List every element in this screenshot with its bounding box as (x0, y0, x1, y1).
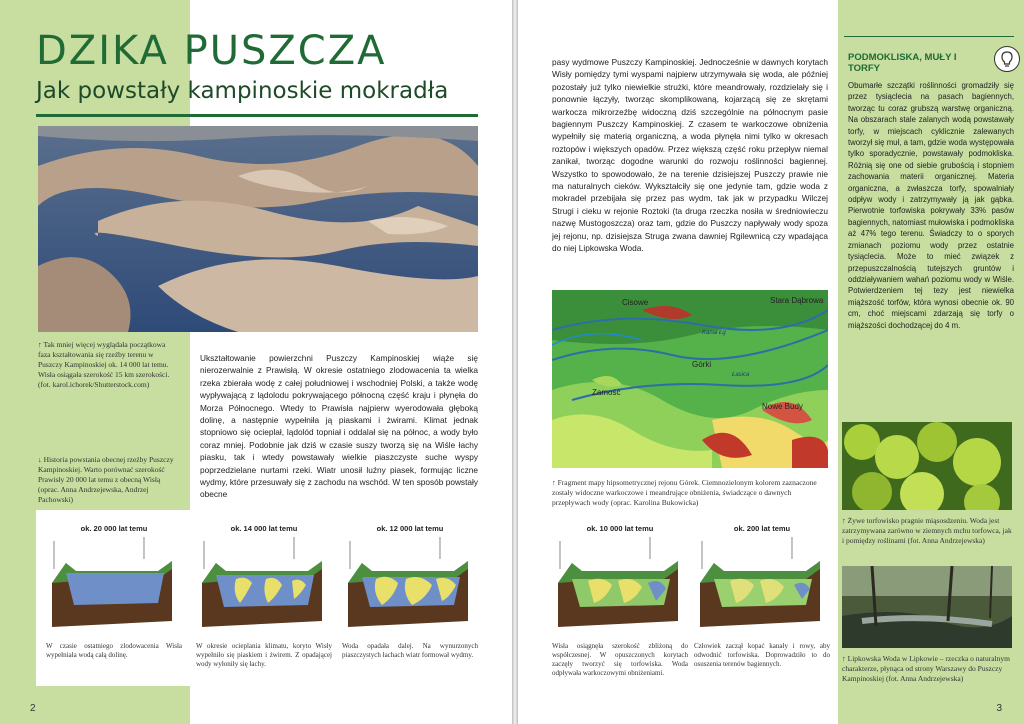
diagram-label: ok. 20 000 lat temu (80, 524, 148, 533)
diagram-caption: W czasie ostatniego zlodowacenia Wisła wypełniała wodą całą dolinę. (46, 642, 182, 659)
map-label-kanal-lg: Kanał Łg (702, 330, 726, 336)
page-title: DZIKA PUSZCZA (36, 28, 387, 74)
map-label-zamosc: Zamość (592, 388, 621, 397)
diagram-14000 (196, 524, 332, 669)
map-label-nowe-budy: Nowe Budy (762, 402, 803, 411)
map-caption: ↑ Fragment mapy hipsometrycznej rejonu Górek. Ciemnozielonym kolorem zaznaczone zostały widoczne warkoczowe i meandrujące obniżenia, świadczące o dawnych przepływach wody (oprac. Karolina Bukowicka) (552, 478, 817, 507)
map-label-cisowe: Cisowe (622, 298, 649, 307)
right-body-text: pasy wydmowe Puszczy Kampinoskiej. Jednocześnie w dawnych korytach Wisły pomiędzy tymi wyspami najpierw utrzymywała się woda, ale później pozostały już tylko niewielkie strużki, które meandrowały, rozdzielały się i ponownie łączyły, tworząc skomplikowaną, kojarzącą się ze skrętami warkocza mikrorzeźbę widoczną dziś szczególnie na północnym pasie bagiennym Puszczy Kampinoskiej. Z czasem te warkoczowe obniżenia wypełniły się materią organiczną, a woda płynęła nimi tylko w okresach roztopów i większych opadów. Przez większą część roku przepływ niemal zanikał, tworząc dogodne warunki do rozwoju roślinności bagiennej. Wszystko to spowodowało, że na terenie dzisiejszej Puszczy prawie nie ma naturalnych cieków. Wykształciły się one jedynie tam, gdzie woda z mokradeł przebijała się przez pas wydm, tak jak w przypadku Wilczej Strugi i cieku w rejonie Roztoki (ta druga rzeczka nosiła w średniowieczu nazwę Mustogoszcza) oraz tam, gdzie do Puszczy napływały wody spoza jej rejonu, np. dzisiejsza Struga zwana dawniej Rgilewnicą czy wpadająca do niej Lipkowska Woda. (552, 57, 828, 254)
diagram-caption: Wisła osiągnęła szerokość zbliżoną do współczesnej. W opuszczonych korytach zaczęły tworzyć się torfowiska. Woda odpływała warkoczowymi obniżeniami. (552, 642, 688, 677)
diagram-12000 (342, 524, 478, 660)
photo-caption: ↑ Tak mniej więcej wyglądała początkowa faza kształtowania się rzeźby terenu w Puszczy Kampinoskiej ok. 14 000 lat temu. Wisła osiągała szerokość 15 km szerokości. (fot. karol.ichorek/Shutterstock.com) (38, 340, 170, 389)
stream-caption: ↑ Lipkowska Woda w Lipkowie – rzeczka o naturalnym charakterze, płynąca od strony Warszawy do Puszczy Kampinoskiej (fot. Anna Andrzejewska) (842, 654, 1010, 683)
map-label-lasica: Łasica (732, 372, 750, 378)
page-number: 3 (996, 703, 1002, 714)
diagram-200 (694, 524, 830, 669)
valley-cross-section-10000 (552, 533, 688, 633)
diagram-label: ok. 12 000 lat temu (376, 524, 444, 533)
history-caption: ↓ Historia powstania obecnej rzeźby Puszczy Kampinoskiej. Warto porównać szerokość Prawisły 20 000 lat temu z obecną Wisłą (oprac. Anna Andrzejewska, Andrzej Pachowski) (38, 455, 174, 504)
title-divider (36, 114, 478, 117)
sidebar-text: Obumarłe szczątki roślinności gromadziły się przez tysiąclecia na pasach bagiennych, tworząc tu coraz grubszą warstwę organiczną. Na obszarach stale zalanych wodą powstawały torfy, w miejscach cyklicznie zalewanych tworzył się muł, a tam, gdzie woda występowała tylko sporadycznie, powstawały podmokliska. Różnią się one od siebie grubością i stopniem zachowania materii organicznej. Materia organiczna, a zwłaszcza torfy, spowalniały odpływ wody i zatrzymywały ją jak gąbka. Pierwotnie torfowiska pokrywały 33% pasów bagiennych, natomiast mułowiska i podmokliska aż 47% tego terenu. Świadczy to o sporych zmianach poziomu wody przez ostatnie tysiąclecia. Może to mieć związek z przepuszczalnością tutejszych gruntów i oddziaływaniem wahań poziomu wody w Wiśle. Potwierdzeniem tej tezy jest niewielka miąższość torfów, która wynosi obecnie ok. 90 cm, choć miejscami zdarzają się torfy o miąższości dochodzącej do 4 m. (848, 81, 1014, 330)
sidebar-heading: PODMOKLISKA, MUŁY I TORFY (848, 52, 957, 74)
map-label-gorki: Górki (692, 360, 712, 369)
diagram-caption: Woda opadała dalej. Na wynurzonych piaszczystych łachach wiatr formował wydmy. (342, 642, 478, 659)
moss-caption: ↑ Żywe torfowisko pragnie miąsosdzeniu. Woda jest zatrzymywana zarówno w ziemnych mchu torfowca, jak i pomiędzy roślinami (fot. Anna Andrzejewska) (842, 516, 1012, 545)
diagram-label: ok. 10 000 lat temu (586, 524, 654, 533)
river-aerial-photo (38, 126, 478, 332)
valley-cross-section-20000 (46, 533, 182, 633)
right-page (518, 0, 1024, 724)
map-label-stara-dabrowa: Stara Dąbrowa (770, 296, 824, 305)
diagram-caption: Człowiek zaczął kopać kanały i rowy, aby odwodnić torfowiska. Doprowadziło to do osuszenia terenów bagiennych. (694, 642, 830, 668)
stream-photo (842, 566, 1012, 648)
valley-cross-section-12000 (342, 533, 478, 633)
diagram-20000 (46, 524, 182, 660)
page-subtitle: Jak powstały kampinoskie mokradła (36, 78, 449, 104)
diagram-caption: W okresie ocieplania klimatu, koryto Wisły wypełniło się piaskiem i żwirem. Z opadającej wody wyłoniły się łachy. (196, 642, 332, 668)
diagram-10000 (552, 524, 688, 678)
valley-cross-section-14000 (196, 533, 332, 633)
valley-cross-section-200 (694, 533, 830, 633)
diagram-label: ok. 200 lat temu (733, 524, 791, 533)
sidebar-divider (844, 36, 1014, 37)
page-number: 2 (30, 703, 36, 714)
hypsometric-map (552, 290, 828, 468)
left-body-text: Ukształtowanie powierzchni Puszczy Kampinoskiej wiąże się nierozerwalnie z Prawisłą. W okresie ostatniego zlodowacenia ta wielka rzeka zbierała wodę z całej południowej i wschodniej Polski, a także wodę wypływającą z lądolodu pokrywającego północną część kraju i płynęła do Morza Północnego. Wtedy to Prawisła najpierw wyerodowała głęboką dolinę, a następnie wypełniła ją piaskami i żwirami. Klimat jednak stopniowo się ocieplał, lądolód topniał i oddalał się na północ, a wody było coraz mniej. Podobnie jak dziś w czasie suszy tworzą się na Wiśle łachy piasku, tak i wtedy powstawały wielkie piaszczyste suche wyspy poprzedzielane nurtami rzeki. Wiatr unosił luźny piasek, formując liczne wydmy, które przesuwały się z zachodu na wschód. W ten sposób powstały obecne (200, 353, 478, 500)
moss-photo (842, 422, 1012, 510)
diagram-label: ok. 14 000 lat temu (230, 524, 298, 533)
diagram-row (36, 510, 478, 686)
lightbulb-icon (994, 46, 1020, 72)
